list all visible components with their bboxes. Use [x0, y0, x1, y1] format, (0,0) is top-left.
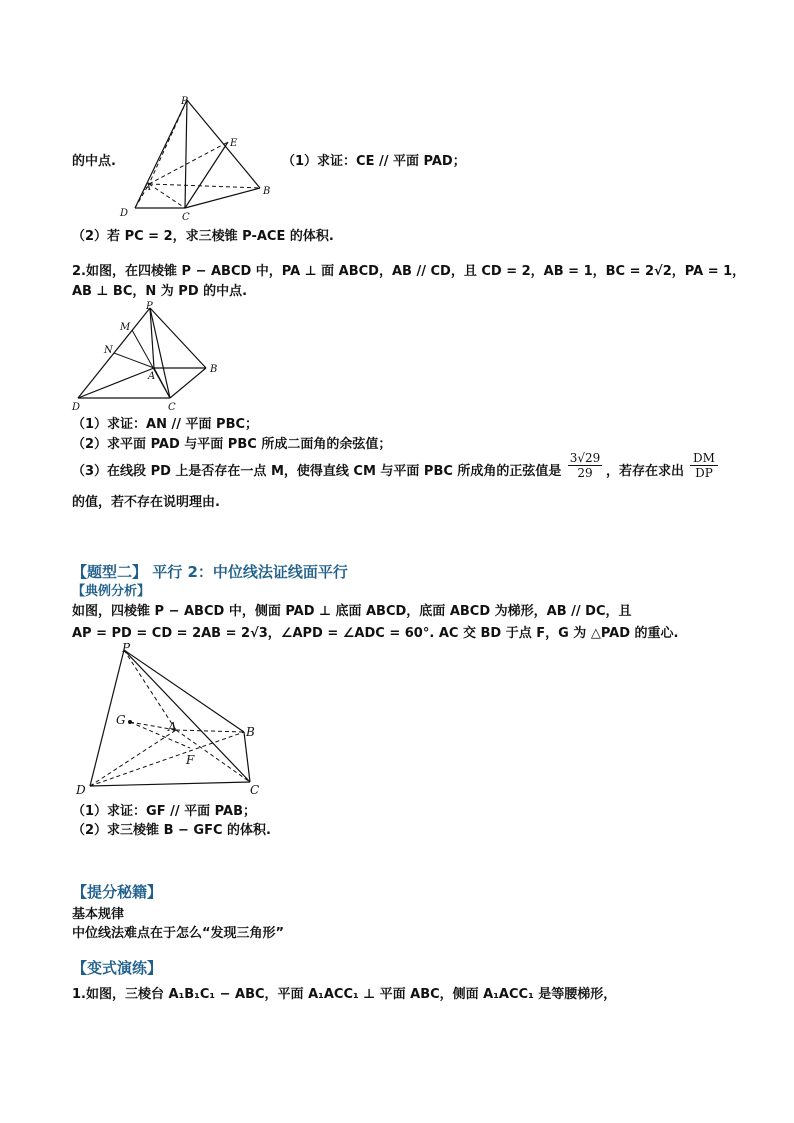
fig2-label-a: A [148, 371, 156, 382]
fig3-label-d: D [76, 783, 86, 797]
fig2-label-m: M [120, 322, 131, 333]
fig2-label-c: C [168, 402, 176, 412]
fig2-label-b: B [210, 364, 218, 375]
problem2-statement-line2: AB ⊥ BC，N 为 PD 的中点. [72, 284, 248, 299]
tips-basic-rule: 基本规律 [72, 907, 125, 922]
fraction-dp-denominator: DP [690, 465, 718, 480]
pyramid-figure-1 [115, 92, 285, 222]
fig1-label-p: P [181, 96, 188, 107]
practice-problem1-line1: 1.如图，三棱台 A₁B₁C₁ − ABC，平面 A₁ACC₁ ⊥ 平面 ABC，侧面 A₁ACC₁ 是等腰梯形， [72, 987, 617, 1002]
section2-statement-line1: 如图，四棱锥 P − ABCD 中，侧面 PAD ⊥ 底面 ABCD，底面 ABCD 为梯形，AB // DC，且 [72, 604, 632, 619]
example-analysis-heading: 【典例分析】 [72, 584, 151, 599]
fig2-label-n: N [104, 345, 113, 356]
problem2-statement-line1: 2.如图，在四棱锥 P − ABCD 中，PA ⊥ 面 ABCD，AB // CD，且 CD = 2，AB = 1，BC = 2√2，PA = 1， [72, 264, 746, 279]
fig1-label-b: B [263, 186, 271, 197]
fig3-label-p: P [122, 641, 131, 655]
problem1-question-2: （2）若 PC = 2，求三棱锥 P-ACE 的体积. [72, 229, 334, 244]
fig1-label-d: D [120, 208, 129, 219]
practice-heading: 【变式演练】 [72, 959, 163, 977]
fraction-sine-denominator: 29 [568, 465, 602, 480]
tips-heading: 【提分秘籍】 [72, 883, 163, 901]
problem2-question-3c: 的值，若不存在说明理由. [72, 495, 220, 510]
problem2-question-2: （2）求平面 PAD 与平面 PBC 所成二面角的余弦值； [72, 437, 392, 452]
pyramid-figure-2 [70, 300, 230, 412]
fig3-label-c: C [250, 783, 260, 797]
problem2-question-1: （1）求证：AN // 平面 PBC； [72, 417, 259, 432]
section2-question-1: （1）求证：GF // 平面 PAB； [72, 804, 256, 819]
problem2-question-3a: （3）在线段 PD 上是否存在一点 M，使得直线 CM 与平面 PBC 所成角的正弦值是 [72, 464, 562, 479]
section2-statement-line2: AP = PD = CD = 2AB = 2√3，∠APD = ∠ADC = 60°. AC 交 BD 于点 F，G 为 △PAD 的重心. [72, 626, 679, 641]
fig1-label-e: E [230, 138, 238, 149]
fig3-label-g: G [116, 713, 126, 727]
fig2-label-d: D [72, 402, 81, 412]
problem1-question-1: （1）求证：CE // 平面 PAD； [282, 154, 466, 169]
fraction-dm-dp [690, 451, 718, 480]
fig3-label-b: B [246, 725, 255, 739]
fraction-sine-value [568, 451, 602, 480]
fig2-label-p: P [146, 301, 153, 312]
fraction-sine-numerator: 3√29 [569, 451, 601, 465]
section-title-type2: 【题型二】 平行 2：中位线法证线面平行 [72, 563, 348, 581]
section2-question-2: （2）求三棱锥 B − GFC 的体积. [72, 823, 271, 838]
fig3-label-a: A [168, 720, 177, 734]
fig1-label-a: A [144, 182, 152, 193]
fig1-label-c: C [182, 212, 190, 222]
fraction-dm-numerator: DM [693, 451, 715, 465]
fig3-label-f: F [186, 753, 195, 767]
tips-difficulty-note: 中位线法难点在于怎么“发现三角形” [72, 926, 285, 941]
problem1-text-tail: 的中点. [72, 154, 116, 169]
problem2-question-3b: ，若存在求出 [606, 464, 685, 479]
pyramid-figure-3 [72, 640, 272, 800]
